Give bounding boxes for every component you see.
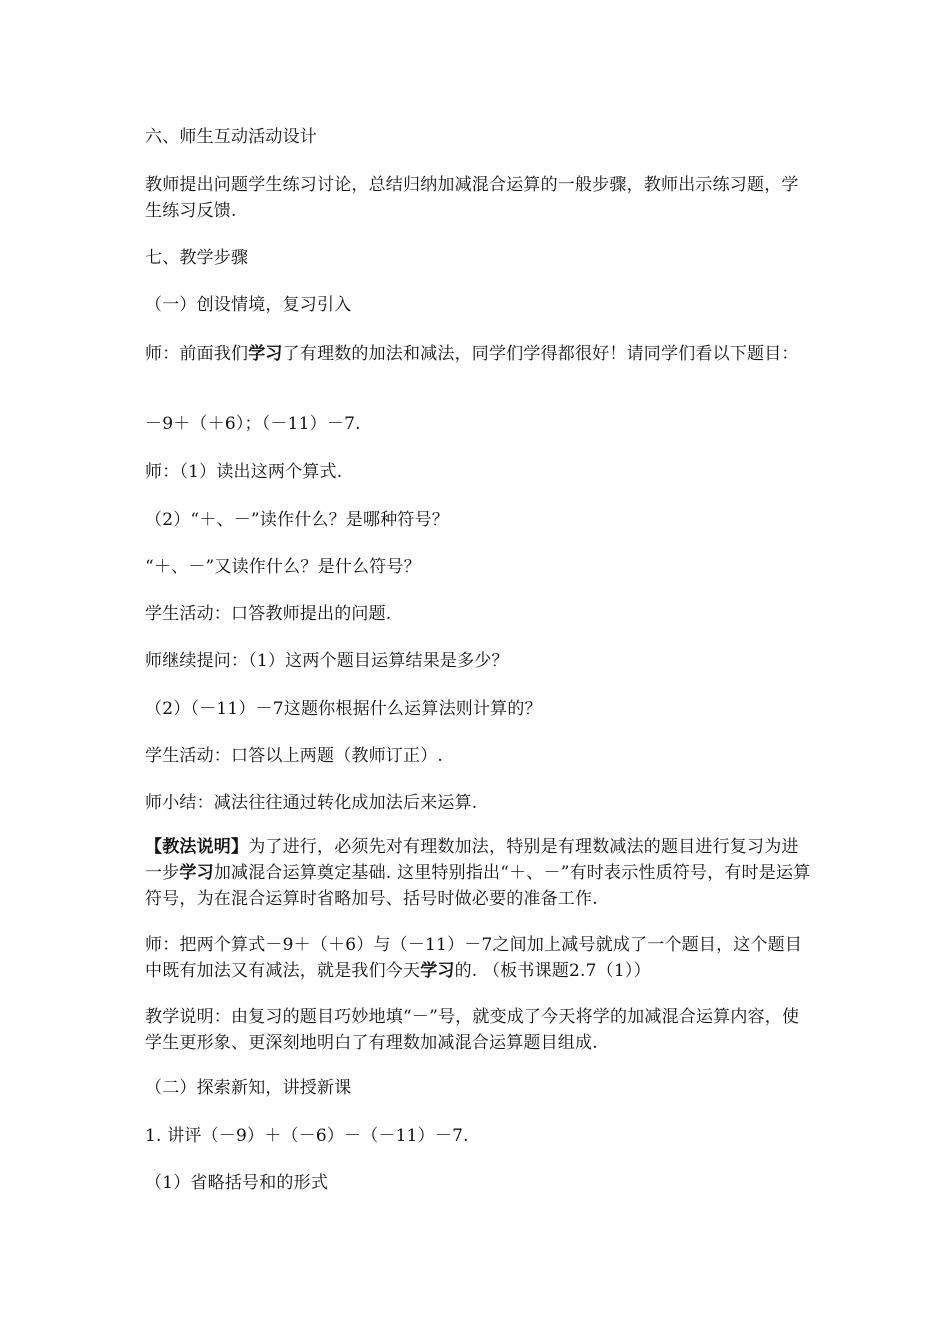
text-segment: 的. （板书课题2.7（1）） <box>454 961 651 981</box>
text-segment: （2）“＋、－”读作什么？是哪种符号？ <box>145 510 449 530</box>
text-segment: －9＋（＋6）；（－11）－7. <box>145 414 361 434</box>
text-segment: 学生活动：口答教师提出的问题. <box>145 604 392 624</box>
subsection-heading-two <box>145 1075 811 1101</box>
text-segment: 师：把两个算式－9＋（＋6）与（－11）－7之间加上减号就成了一个题目，这个题目中既有加法又有减法，就是我们今天 <box>145 935 803 981</box>
text-segment: （二）探索新知，讲授新课 <box>145 1078 352 1098</box>
text-segment: 为了进行，必须先对有理数加法，特别是有理数减法的题目进行复习为进一步 <box>145 837 799 883</box>
bold-keyword: 学习 <box>248 344 283 364</box>
bold-keyword: 学习 <box>179 863 214 883</box>
paragraph-teacher-summary <box>145 790 811 816</box>
paragraph-item-one <box>145 1123 811 1149</box>
text-segment: 教师提出问题学生练习讨论，总结归纳加减混合运算的一般步骤，教师出示练习题，学生练习反馈. <box>145 175 799 221</box>
paragraph-method-note <box>145 834 811 912</box>
text-segment: 师：（1）读出这两个算式. <box>145 462 343 482</box>
bold-label: 【教法说明】 <box>145 837 249 857</box>
text-segment: （2）（－11）－7这题你根据什么运算法则计算的？ <box>145 699 542 719</box>
text-segment: 学生活动：口答以上两题（教师订正）. <box>145 746 444 766</box>
math-expression <box>145 411 811 437</box>
paragraph-activity-design <box>145 172 811 224</box>
paragraph-teacher-q1 <box>145 459 811 485</box>
section-heading-seven <box>145 245 811 271</box>
text-segment: （1）省略括号和的形式 <box>145 1173 329 1193</box>
text-segment: （一）创设情境，复习引入 <box>145 295 352 315</box>
section-heading-six <box>145 124 811 150</box>
text-segment: 七、教学步骤 <box>145 248 249 268</box>
text-segment: 师：前面我们 <box>145 344 249 364</box>
paragraph-item-one-sub <box>145 1170 811 1196</box>
paragraph-teacher-q3 <box>145 554 811 580</box>
paragraph-teacher-q4 <box>145 696 811 722</box>
paragraph-teacher-q2 <box>145 507 811 533</box>
paragraph-teacher-followup <box>145 648 811 674</box>
paragraph-teacher-combine <box>145 932 811 984</box>
text-segment: 师继续提问：（1）这两个题目运算结果是多少？ <box>145 651 509 671</box>
text-segment: 了有理数的加法和减法，同学们学得都很好！请同学们看以下题目： <box>282 344 799 364</box>
text-segment: 师小结：减法往往通过转化成加法后来运算. <box>145 793 478 813</box>
text-segment: 加减混合运算奠定基础. 这里特别指出“＋、－”有时表示性质符号，有时是运算符号，为在混合运算时省略加号、括号时做必要的准备工作. <box>145 863 811 909</box>
subsection-heading-one <box>145 292 811 318</box>
paragraph-student-activity-1 <box>145 601 811 627</box>
text-segment: 教学说明：由复习的题目巧妙地填“－”号，就变成了今天将学的加减混合运算内容，使学生更形象、更深刻地明白了有理数加减混合运算题目组成. <box>145 1007 800 1053</box>
paragraph-teacher-intro <box>145 341 811 367</box>
paragraph-teaching-note <box>145 1004 811 1056</box>
bold-keyword: 学习 <box>420 961 455 981</box>
text-segment: 1. 讲评（－9）＋（－6）－（－11）－7. <box>145 1126 469 1146</box>
text-segment: “＋、－”又读作什么？是什么符号？ <box>145 557 421 577</box>
text-segment: 六、师生互动活动设计 <box>145 127 317 147</box>
paragraph-student-activity-2 <box>145 743 811 769</box>
